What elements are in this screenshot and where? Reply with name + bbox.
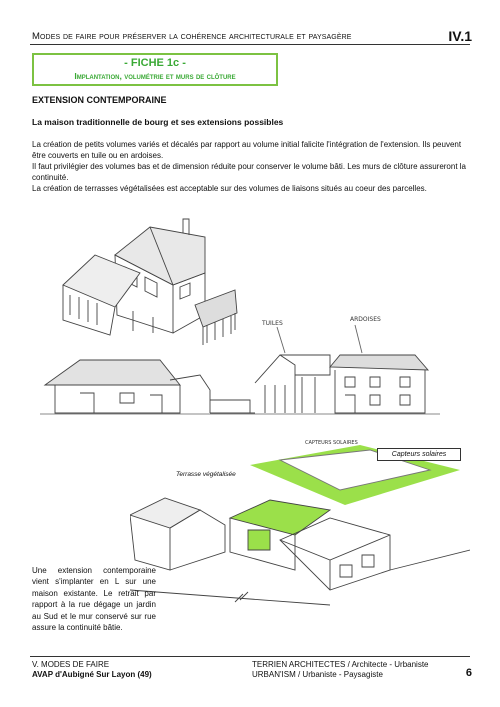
section-title: EXTENSION CONTEMPORAINE bbox=[32, 95, 167, 105]
fiche-title: - FICHE 1c - bbox=[124, 57, 186, 69]
fiche-box bbox=[32, 53, 278, 86]
footer-architect: TERRIEN ARCHITECTES / Architecte - Urbaniste bbox=[252, 660, 429, 669]
sketch-caption: Une extension contemporaine vient s'implanter en L sur une maison existante. Le retrait par rapport à la rue dégage un jardin au Sud et le mur conservé sur rue assure la continuité bâtie. bbox=[32, 566, 156, 633]
header-divider bbox=[30, 44, 470, 45]
aerial-extension-sketch bbox=[130, 440, 470, 610]
paragraph-1: La création de petits volumes variés et décalés par rapport au volume initial falicite l'intégration de l'extension. Ils peuvent être couverts en tuile ou en ardoises. bbox=[32, 140, 462, 160]
subsection-title: La maison traditionnelle de bourg et ses extensions possibles bbox=[32, 117, 284, 127]
header-title: Modes de faire pour préserver la cohérence architecturale et paysagère bbox=[32, 31, 352, 42]
footer-urbanist: URBAN'ISM / Urbaniste - Paysagiste bbox=[252, 670, 383, 679]
capteurs-solaires-label: Capteurs solaires bbox=[377, 448, 461, 461]
footer-divider bbox=[30, 656, 470, 657]
fiche-subtitle: Implantation, volumétrie et murs de clôture bbox=[74, 71, 236, 81]
terrasse-label: Terrasse végétalisée bbox=[176, 471, 236, 478]
footer-chapter: V. MODES DE FAIRE bbox=[32, 660, 110, 669]
footer-project: AVAP d'Aubigné Sur Layon (49) bbox=[32, 670, 152, 679]
page-number: 6 bbox=[465, 667, 472, 679]
paragraph-3: La création de terrasses végétalisées est acceptable sur des volumes de liaisons situés au coeur des parcelles. bbox=[32, 184, 427, 193]
paragraph-2: Il faut privilégier des volumes bas et de dimension réduite pour conserver le volume bâti. Les murs de clôture assureront la continuité. bbox=[32, 162, 466, 182]
ardoises-label: ARDOISES bbox=[350, 316, 381, 323]
section-number: IV.1 bbox=[448, 28, 472, 44]
capteurs-handwritten-label: CAPTEURS SOLAIRES bbox=[305, 440, 358, 446]
street-elevation-sketch bbox=[40, 315, 440, 415]
tuiles-label: TUILES bbox=[262, 320, 283, 327]
